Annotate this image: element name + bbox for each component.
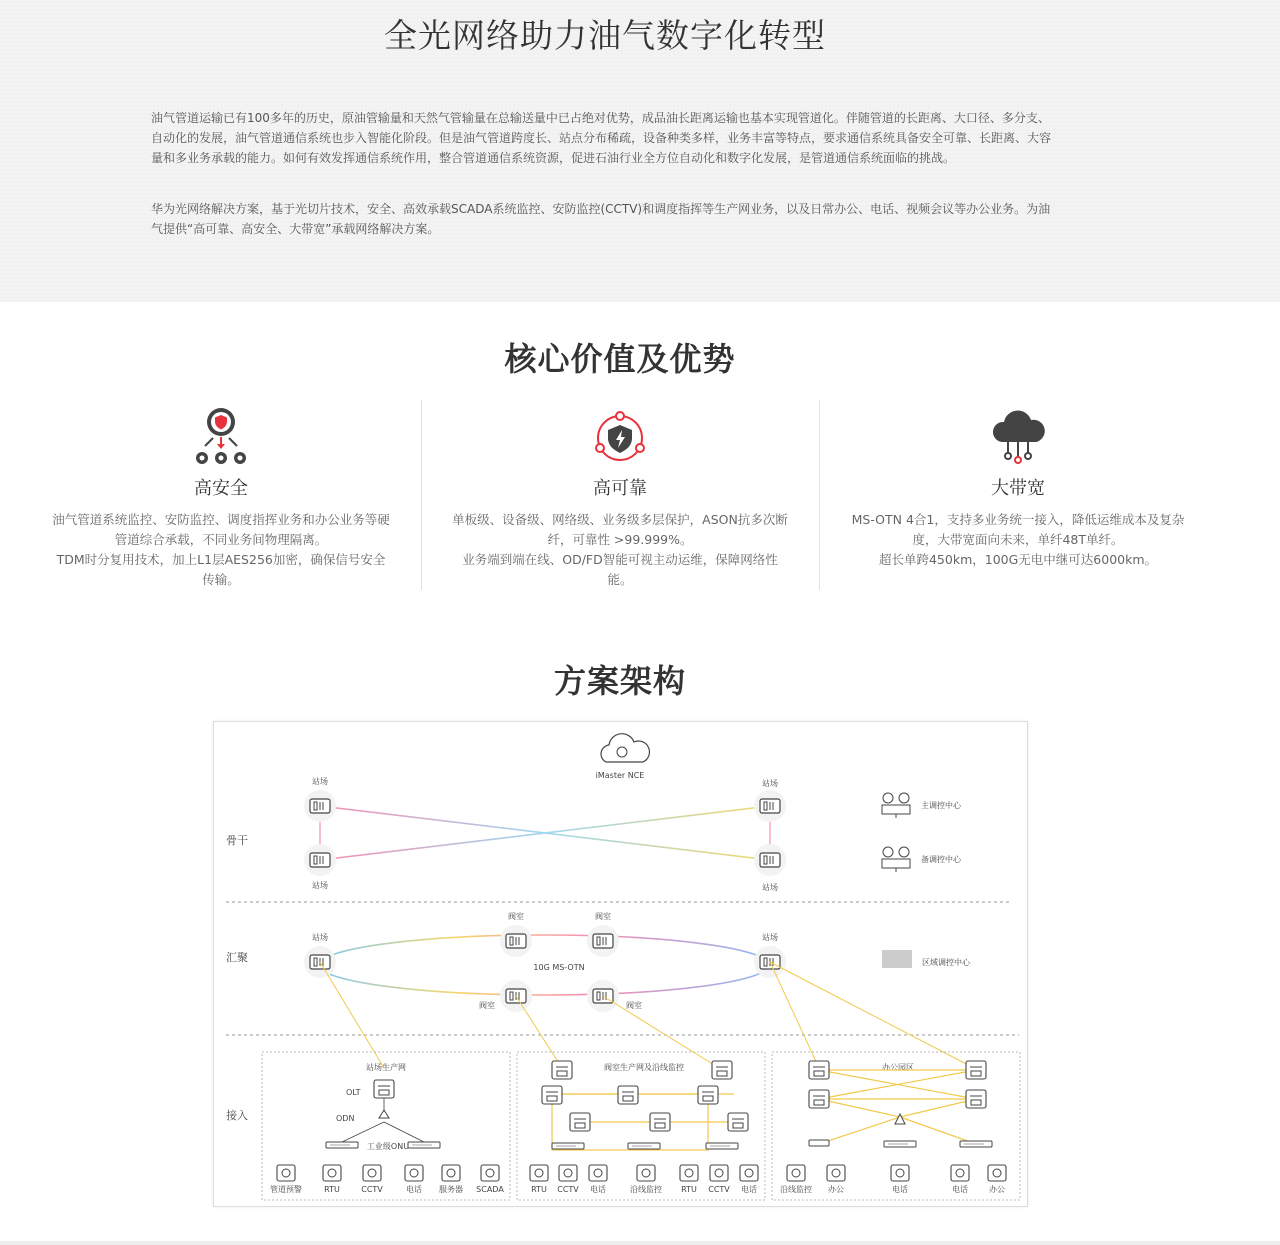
device-label: RTU (681, 1185, 697, 1194)
layer-backbone: 骨干 (226, 834, 248, 847)
onu-label: 工业级ONU (366, 1142, 410, 1151)
intro-paragraph-2: 华为光网络解决方案，基于光切片技术，安全、高效承载SCADA系统监控、安防监控(CCTV)和调度指挥等生产网业务，以及日常办公、电话、视频会议等办公业务。为油气提供“高可靠、高安全、大带宽”承载网络解决方案。 (151, 202, 1051, 236)
access-group-label: 站场生产网 (366, 1063, 406, 1072)
lightning-shield-icon (588, 404, 652, 468)
device-label: 管道预警 (270, 1185, 302, 1194)
device-label: CCTV (557, 1185, 579, 1194)
ring-label: 10G MS-OTN (533, 963, 585, 972)
card-title: 高可靠 (593, 478, 647, 499)
device-label: 服务器 (439, 1185, 463, 1194)
device-label: RTU (531, 1185, 547, 1194)
device-label: CCTV (361, 1185, 383, 1194)
device-label: 办公 (828, 1185, 844, 1194)
station-label: 站场 (762, 779, 778, 788)
card-description: 油气管道系统监控、安防监控、调度指挥业务和办公业务等硬管道综合承载，不同业务间物理隔离。 TDM时分复用技术，加上L1层AES256加密，确保信号安全传输。 (52, 512, 390, 587)
nce-label: iMaster NCE (595, 771, 645, 780)
device-label: 沿线监控 (630, 1185, 662, 1194)
device-label: RTU (324, 1185, 340, 1194)
station-label: 站场 (312, 933, 328, 942)
shield-network-icon (189, 404, 253, 468)
device-label: SCADA (476, 1185, 504, 1194)
end-devices (277, 1165, 1006, 1181)
station-label: 站场 (312, 881, 328, 890)
card-description: MS-OTN 4合1，支持多业务统一接入，降低运维成本及复杂度，大带宽面向未来，单纤48T单纤。 超长单跨450km，100G无电中继可达6000km。 (851, 512, 1185, 567)
core-values-title: 核心价值及优势 (504, 340, 736, 378)
device-label: 电话 (406, 1185, 422, 1194)
main-center-label: 主调控中心 (921, 801, 961, 810)
layer-aggregation: 汇聚 (226, 951, 248, 964)
device-label: 电话 (741, 1185, 757, 1194)
backup-center-label: 备调控中心 (921, 855, 961, 864)
value-card-security (22, 400, 420, 590)
device-label: 电话 (590, 1185, 606, 1194)
access-group-label: 办公园区 (882, 1063, 914, 1072)
station-label: 站场 (312, 777, 328, 786)
intro-section (0, 0, 1280, 302)
cloud-network-icon (986, 404, 1050, 468)
value-card-reliability (421, 400, 819, 590)
access-group-label: 阀室生产网及沿线监控 (604, 1063, 684, 1072)
device-label: 沿线监控 (780, 1185, 812, 1194)
olt-label: OLT (346, 1088, 361, 1097)
intro-title: 全光网络助力油气数字化转型 (384, 16, 826, 55)
layer-access: 接入 (226, 1109, 248, 1122)
station-label: 站场 (762, 933, 778, 942)
station-label: 站场 (762, 883, 778, 892)
device-label: CCTV (708, 1185, 730, 1194)
region-center-label: 区域调控中心 (922, 958, 970, 967)
value-card-bandwidth (819, 400, 1217, 590)
device-label: 电话 (892, 1185, 908, 1194)
valve-label: 阀室 (595, 912, 611, 921)
architecture-diagram (213, 721, 1028, 1207)
footer-divider (0, 1241, 1280, 1245)
device-label: 办公 (989, 1185, 1005, 1194)
intro-paragraph-1: 油气管道运输已有100多年的历史，原油管输量和天然气管输量在总输送量中已占绝对优势，成品油长距离运输也基本实现管道化。伴随管道的长距离、大口径、多分支、自动化的发展，油气管道通信系统也步入智能化阶段。但是油气管道跨度长、站点分布稀疏，设备种类多样，业务丰富等特点，要求通信系统具备安全可靠、长距离、大容量和多业务承载的能力。如何有效发挥通信系统作用，整合管道通信系统资源，促进石油行业全方位自动化和数字化发展，是管道通信系统面临的挑战。 (151, 111, 1052, 165)
odn-label: ODN (336, 1114, 355, 1123)
card-description: 单板级、设备级、网络级、业务级多层保护，ASON抗多次断纤，可靠性 >99.999%。 业务端到端在线、OD/FD智能可视主动运维，保障网络性能。 (452, 512, 788, 587)
valve-label: 阀室 (508, 912, 524, 921)
device-label: 电话 (952, 1185, 968, 1194)
card-title: 高安全 (194, 478, 248, 499)
valve-label: 阀室 (626, 1001, 642, 1010)
card-title: 大带宽 (991, 478, 1045, 499)
architecture-title: 方案架构 (553, 662, 686, 700)
valve-label: 阀室 (479, 1001, 495, 1010)
